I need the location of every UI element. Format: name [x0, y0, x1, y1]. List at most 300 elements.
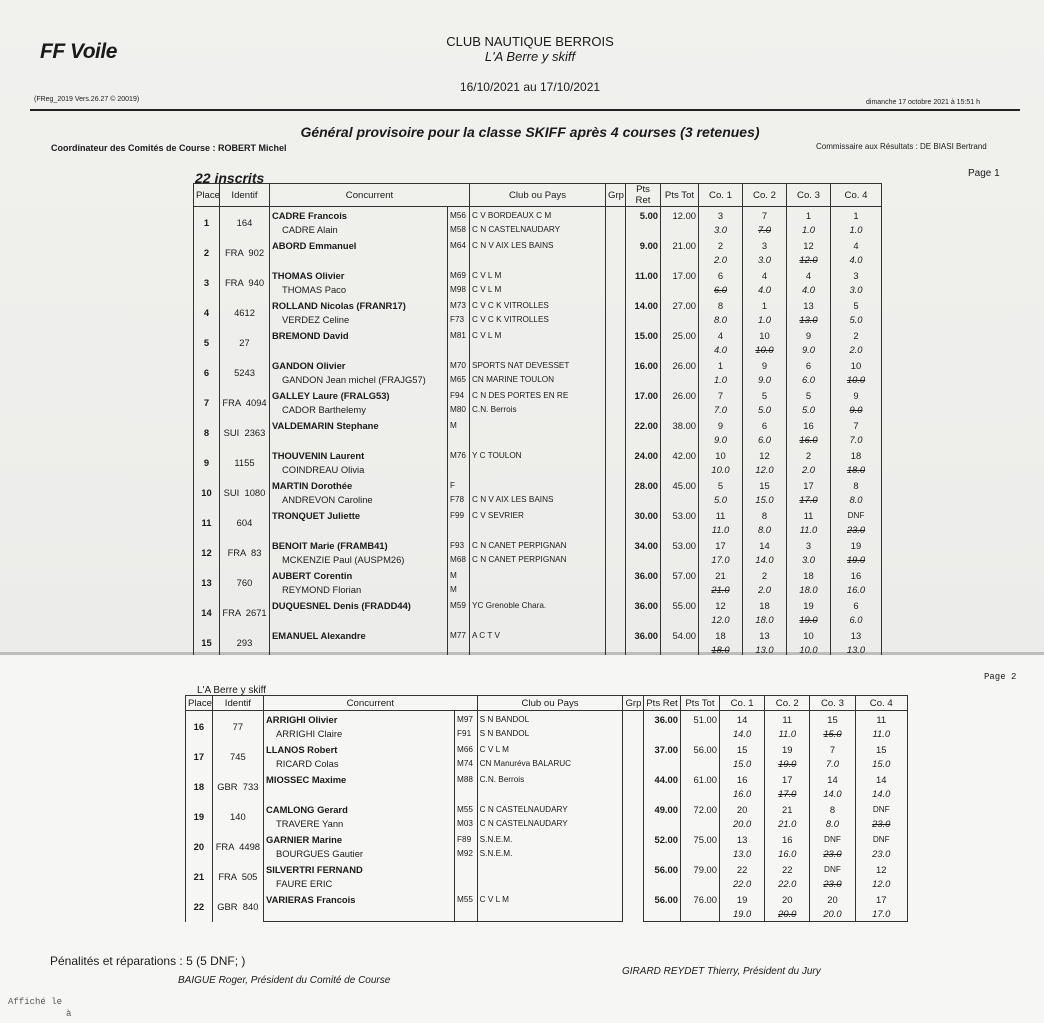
race-rank: 16 — [719, 771, 764, 787]
table-row-crew — [194, 613, 882, 627]
points-retained: 5.00 — [626, 207, 661, 224]
crew-club: C N CANET PERPIGNAN — [470, 553, 606, 567]
race-rank: 10 — [831, 357, 882, 373]
race-rank: 5 — [699, 477, 743, 493]
crew-club: C N CASTELNAUDARY — [477, 817, 623, 831]
skipper-name: VARIERAS Francois — [264, 891, 455, 907]
race-score: 21.0 — [699, 583, 743, 597]
sail-number-cell: SUI 2363 — [220, 417, 270, 447]
points-retained: 37.00 — [644, 741, 681, 757]
race-rank: 12 — [699, 597, 743, 613]
sail-number-cell: 5243 — [220, 357, 270, 387]
skipper-category: F89 — [455, 831, 478, 847]
race-rank: 8 — [810, 801, 855, 817]
skipper-category: M55 — [455, 891, 478, 907]
points-total-blank — [680, 907, 719, 922]
race-score: 17.0 — [765, 787, 810, 801]
group-cell — [606, 477, 626, 507]
race-score: 6.0 — [699, 283, 743, 297]
crew-name — [270, 433, 448, 447]
crew-name: THOMAS Paco — [270, 283, 448, 297]
points-total: 54.00 — [661, 627, 699, 643]
race-score: 13.0 — [743, 643, 787, 658]
race-score: 12.0 — [699, 613, 743, 627]
column-header: Grp — [623, 696, 644, 711]
crew-category — [455, 907, 478, 922]
sail-number-cell: 293 — [220, 627, 270, 658]
race-score: 11.0 — [765, 727, 810, 741]
race-score: 16.0 — [719, 787, 764, 801]
race-score: 15.0 — [810, 727, 855, 741]
points-total-blank — [661, 223, 699, 237]
classification-title: Général provisoire pour la classe SKIFF après 4 courses (3 retenues) — [300, 124, 760, 140]
crew-category: M65 — [448, 373, 470, 387]
skipper-club: YC Grenoble Chara. — [470, 597, 606, 613]
page-number: Page 1 — [968, 168, 1000, 179]
column-header: Co. 3 — [810, 696, 855, 711]
crew-club: C.N. Berrois — [470, 403, 606, 417]
table-row — [194, 447, 882, 463]
race-rank: 15 — [719, 741, 764, 757]
skipper-club: Y C TOULON — [470, 447, 606, 463]
race-score: 7.0 — [810, 757, 855, 771]
points-retained: 17.00 — [626, 387, 661, 403]
crew-name — [264, 907, 455, 922]
table-row-crew — [194, 523, 882, 537]
table-row — [194, 627, 882, 643]
column-header: Co. 1 — [699, 184, 743, 207]
points-total-blank — [661, 373, 699, 387]
crew-name — [264, 787, 455, 801]
race-score: 14.0 — [810, 787, 855, 801]
page-number-2: Page 2 — [984, 672, 1017, 682]
crew-club: C V L M — [470, 283, 606, 297]
race-score: 18.0 — [831, 463, 882, 477]
race-rank: 5 — [743, 387, 787, 403]
crew-category — [455, 787, 478, 801]
race-rank: 16 — [765, 831, 810, 847]
table-row — [186, 741, 908, 757]
points-retained-blank — [626, 433, 661, 447]
place-cell: 1 — [194, 207, 220, 238]
skipper-name: MIOSSEC Maxime — [264, 771, 455, 787]
table-row — [194, 327, 882, 343]
crew-category: M98 — [448, 283, 470, 297]
race-score: 6.0 — [743, 433, 787, 447]
race-rank: 6 — [831, 597, 882, 613]
race-score: 1.0 — [743, 313, 787, 327]
race-rank: 1 — [831, 207, 882, 224]
skipper-club — [477, 861, 623, 877]
points-retained: 30.00 — [626, 507, 661, 523]
posted-label: Affiché le — [8, 997, 63, 1007]
skipper-club — [470, 567, 606, 583]
skipper-name: BREMOND David — [270, 327, 448, 343]
race-score: 19.0 — [765, 757, 810, 771]
race-score: 4.0 — [699, 343, 743, 357]
group-cell — [623, 771, 644, 801]
race-rank: 22 — [719, 861, 764, 877]
skipper-name: AUBERT Corentin — [270, 567, 448, 583]
race-rank: 7 — [831, 417, 882, 433]
crew-name: CADOR Barthelemy — [270, 403, 448, 417]
race-rank: 1 — [743, 297, 787, 313]
race-score: 19.0 — [831, 553, 882, 567]
points-total: 17.00 — [661, 267, 699, 283]
group-cell — [623, 861, 644, 891]
skipper-club: C V L M — [477, 741, 623, 757]
points-total: 26.00 — [661, 387, 699, 403]
skipper-category: M69 — [448, 267, 470, 283]
race-score: 2.0 — [699, 253, 743, 267]
group-cell — [606, 357, 626, 387]
crew-name: GANDON Jean michel (FRAJG57) — [270, 373, 448, 387]
points-total-blank — [661, 553, 699, 567]
race-score: 1.0 — [831, 223, 882, 237]
race-score: 10.0 — [699, 463, 743, 477]
skipper-category: M81 — [448, 327, 470, 343]
points-total-blank — [661, 523, 699, 537]
race-rank: 13 — [719, 831, 764, 847]
race-score: 11.0 — [699, 523, 743, 537]
points-retained: 15.00 — [626, 327, 661, 343]
crew-name: ANDREVON Caroline — [270, 493, 448, 507]
skipper-name: ROLLAND Nicolas (FRANR17) — [270, 297, 448, 313]
race-score: 5.0 — [831, 313, 882, 327]
crew-name: BOURGUES Gautier — [264, 847, 455, 861]
table-row-crew — [186, 787, 908, 801]
race-rank: 20 — [765, 891, 810, 907]
crew-name: CADRE Alain — [270, 223, 448, 237]
registrations-count: 22 inscrits — [195, 170, 265, 186]
points-total: 76.00 — [680, 891, 719, 907]
race-rank: 9 — [787, 327, 831, 343]
race-score: 8.0 — [831, 493, 882, 507]
race-rank: DNF — [855, 831, 907, 847]
race-rank: 4 — [699, 327, 743, 343]
table-row — [186, 711, 908, 728]
table-row-crew — [186, 847, 908, 861]
table-row — [186, 831, 908, 847]
race-rank: 9 — [699, 417, 743, 433]
column-header: Co. 4 — [831, 184, 882, 207]
race-rank: 6 — [787, 357, 831, 373]
event-name-2: L'A Berre y skiff — [197, 685, 266, 696]
sail-number-cell: 1155 — [220, 447, 270, 477]
race-score: 15.0 — [743, 493, 787, 507]
race-rank: 10 — [787, 627, 831, 643]
race-score: 8.0 — [810, 817, 855, 831]
crew-club: C N V AIX LES BAINS — [470, 493, 606, 507]
crew-club — [470, 583, 606, 597]
points-total-blank — [661, 433, 699, 447]
race-rank: 7 — [810, 741, 855, 757]
crew-category: M03 — [455, 817, 478, 831]
crew-category — [448, 343, 470, 357]
race-rank: 5 — [787, 387, 831, 403]
print-date: dimanche 17 octobre 2021 à 15:51 h — [866, 99, 981, 106]
race-rank: 6 — [743, 417, 787, 433]
table-row — [194, 207, 882, 224]
header-rule — [30, 109, 1020, 111]
skipper-club — [470, 417, 606, 433]
points-retained: 22.00 — [626, 417, 661, 433]
crew-name: COINDREAU Olivia — [270, 463, 448, 477]
place-cell: 10 — [194, 477, 220, 507]
table-row-crew — [194, 553, 882, 567]
points-retained-blank — [644, 877, 681, 891]
table-row — [194, 267, 882, 283]
table-header — [194, 184, 882, 207]
points-total-blank — [661, 313, 699, 327]
race-score: 21.0 — [765, 817, 810, 831]
race-score: 12.0 — [743, 463, 787, 477]
table-row-crew — [194, 583, 882, 597]
place-cell: 4 — [194, 297, 220, 327]
points-total: 72.00 — [680, 801, 719, 817]
crew-club — [470, 463, 606, 477]
group-cell — [623, 891, 644, 922]
points-retained: 44.00 — [644, 771, 681, 787]
skipper-category: M59 — [448, 597, 470, 613]
skipper-name: GARNIER Marine — [264, 831, 455, 847]
points-total: 12.00 — [661, 207, 699, 224]
president-jury: GIRARD REYDET Thierry, Président du Jury — [622, 966, 821, 977]
race-rank: DNF — [810, 831, 855, 847]
race-rank: 4 — [787, 267, 831, 283]
crew-category — [448, 523, 470, 537]
crew-club — [477, 877, 623, 891]
race-score: 3.0 — [743, 253, 787, 267]
crew-name: TRAVERE Yann — [264, 817, 455, 831]
race-score: 3.0 — [787, 553, 831, 567]
points-total: 79.00 — [680, 861, 719, 877]
sail-number-cell: FRA 83 — [220, 537, 270, 567]
table-row-crew — [186, 757, 908, 771]
points-retained-blank — [644, 727, 681, 741]
crew-category: M58 — [448, 223, 470, 237]
points-retained-blank — [626, 343, 661, 357]
sail-number-cell: 745 — [212, 741, 263, 771]
race-rank: 18 — [787, 567, 831, 583]
points-total-blank — [661, 583, 699, 597]
skipper-category: M64 — [448, 237, 470, 253]
column-header: Pts Tot — [680, 696, 719, 711]
race-rank: 9 — [831, 387, 882, 403]
points-retained: 34.00 — [626, 537, 661, 553]
group-cell — [623, 801, 644, 831]
skipper-club: C N CANET PERPIGNAN — [470, 537, 606, 553]
race-score: 18.0 — [787, 583, 831, 597]
results-table-2 — [185, 695, 908, 922]
race-rank: 17 — [765, 771, 810, 787]
race-score: 23.0 — [810, 847, 855, 861]
results-table-1 — [193, 183, 882, 658]
race-score: 23.0 — [855, 817, 907, 831]
race-score: 3.0 — [831, 283, 882, 297]
results-page-2 — [0, 655, 1044, 1023]
place-cell: 15 — [194, 627, 220, 658]
race-score: 14.0 — [719, 727, 764, 741]
points-total-blank — [661, 343, 699, 357]
race-score: 10.0 — [787, 643, 831, 658]
crew-name — [270, 343, 448, 357]
race-score: 14.0 — [743, 553, 787, 567]
race-score: 1.0 — [699, 373, 743, 387]
race-rank: 8 — [831, 477, 882, 493]
skipper-name: DUQUESNEL Denis (FRADD44) — [270, 597, 448, 613]
points-retained: 14.00 — [626, 297, 661, 313]
points-total-blank — [680, 727, 719, 741]
crew-club — [477, 907, 623, 922]
points-retained-blank — [626, 553, 661, 567]
table-row-crew — [186, 877, 908, 891]
column-header: Identif — [212, 696, 263, 711]
column-header: Concurrent — [264, 696, 478, 711]
points-retained-blank — [644, 757, 681, 771]
column-header: Identif — [220, 184, 270, 207]
group-cell — [606, 237, 626, 267]
race-rank: 3 — [787, 537, 831, 553]
points-total: 75.00 — [680, 831, 719, 847]
skipper-category: M66 — [455, 741, 478, 757]
skipper-name: GANDON Olivier — [270, 357, 448, 373]
skipper-club: C V L M — [470, 267, 606, 283]
race-score: 12.0 — [855, 877, 907, 891]
race-score: 4.0 — [831, 253, 882, 267]
race-rank: 11 — [699, 507, 743, 523]
table-row — [194, 567, 882, 583]
race-rank: 2 — [743, 567, 787, 583]
column-header: Pts Ret — [644, 696, 681, 711]
race-score: 1.0 — [787, 223, 831, 237]
sail-number-cell: FRA 902 — [220, 237, 270, 267]
column-header: Co. 4 — [855, 696, 907, 711]
race-rank: 17 — [699, 537, 743, 553]
place-cell: 11 — [194, 507, 220, 537]
table-row-crew — [194, 223, 882, 237]
skipper-category: M76 — [448, 447, 470, 463]
table-row-crew — [194, 373, 882, 387]
crew-name: ARRIGHI Claire — [264, 727, 455, 741]
skipper-club: A C T V — [470, 627, 606, 643]
points-retained-blank — [644, 787, 681, 801]
race-rank: 9 — [743, 357, 787, 373]
column-header: Grp — [606, 184, 626, 207]
race-score: 17.0 — [787, 493, 831, 507]
skipper-category — [455, 861, 478, 877]
place-cell: 18 — [186, 771, 213, 801]
crew-category: M68 — [448, 553, 470, 567]
crew-club — [470, 433, 606, 447]
race-score: 2.0 — [743, 583, 787, 597]
place-cell: 7 — [194, 387, 220, 417]
points-retained: 11.00 — [626, 267, 661, 283]
table-row-crew — [186, 817, 908, 831]
skipper-category: M — [448, 567, 470, 583]
skipper-name: ABORD Emmanuel — [270, 237, 448, 253]
race-rank: 22 — [765, 861, 810, 877]
race-score: 7.0 — [743, 223, 787, 237]
points-retained: 28.00 — [626, 477, 661, 493]
race-rank: 19 — [787, 597, 831, 613]
race-rank: 13 — [831, 627, 882, 643]
points-total: 42.00 — [661, 447, 699, 463]
skipper-category: F99 — [448, 507, 470, 523]
points-retained-blank — [626, 523, 661, 537]
race-score: 3.0 — [699, 223, 743, 237]
race-rank: 6 — [699, 267, 743, 283]
column-header: Co. 2 — [765, 696, 810, 711]
race-score: 14.0 — [855, 787, 907, 801]
points-retained-blank — [644, 907, 681, 922]
sail-number-cell: 77 — [212, 711, 263, 742]
race-score: 23.0 — [810, 877, 855, 891]
skipper-club: C V BORDEAUX C M — [470, 207, 606, 224]
skipper-club: C.N. Berrois — [477, 771, 623, 787]
points-retained-blank — [626, 283, 661, 297]
race-rank: 8 — [743, 507, 787, 523]
race-rank: 2 — [699, 237, 743, 253]
points-total-blank — [680, 787, 719, 801]
table-header-2 — [186, 696, 908, 711]
race-rank: 7 — [699, 387, 743, 403]
race-score: 2.0 — [787, 463, 831, 477]
race-score: 6.0 — [831, 613, 882, 627]
skipper-club: S.N.E.M. — [477, 831, 623, 847]
race-score: 20.0 — [810, 907, 855, 922]
crew-name: REYMOND Florian — [270, 583, 448, 597]
president-course: BAIGUE Roger, Président du Comité de Course — [178, 975, 391, 986]
table-row-crew — [194, 493, 882, 507]
results-commissioner: Commissaire aux Résultats : DE BIASI Bertrand — [816, 142, 987, 151]
skipper-category: M97 — [455, 711, 478, 728]
race-score: 22.0 — [765, 877, 810, 891]
race-score: 7.0 — [699, 403, 743, 417]
skipper-category: M88 — [455, 771, 478, 787]
race-score: 13.0 — [719, 847, 764, 861]
table-row-crew — [194, 313, 882, 327]
group-cell — [606, 417, 626, 447]
race-rank: 20 — [810, 891, 855, 907]
table-row — [186, 771, 908, 787]
table-row-crew — [194, 403, 882, 417]
skipper-category: F94 — [448, 387, 470, 403]
race-score: 11.0 — [787, 523, 831, 537]
skipper-club: C V SEVRIER — [470, 507, 606, 523]
race-score: 5.0 — [699, 493, 743, 507]
skipper-club: SPORTS NAT DEVESSET — [470, 357, 606, 373]
place-cell: 9 — [194, 447, 220, 477]
points-retained-blank — [626, 463, 661, 477]
table-row — [194, 357, 882, 373]
race-rank: 15 — [855, 741, 907, 757]
points-retained: 56.00 — [644, 861, 681, 877]
group-cell — [623, 711, 644, 742]
race-rank: 11 — [765, 711, 810, 728]
column-header: Co. 2 — [743, 184, 787, 207]
place-cell: 13 — [194, 567, 220, 597]
crew-category — [455, 877, 478, 891]
skipper-name: LLANOS Robert — [264, 741, 455, 757]
crew-name: MCKENZIE Paul (AUSPM26) — [270, 553, 448, 567]
skipper-club: C N V AIX LES BAINS — [470, 237, 606, 253]
race-score: 12.0 — [787, 253, 831, 267]
race-rank: 16 — [831, 567, 882, 583]
column-header: Concurrent — [270, 184, 470, 207]
race-rank: 14 — [855, 771, 907, 787]
crew-category — [448, 433, 470, 447]
